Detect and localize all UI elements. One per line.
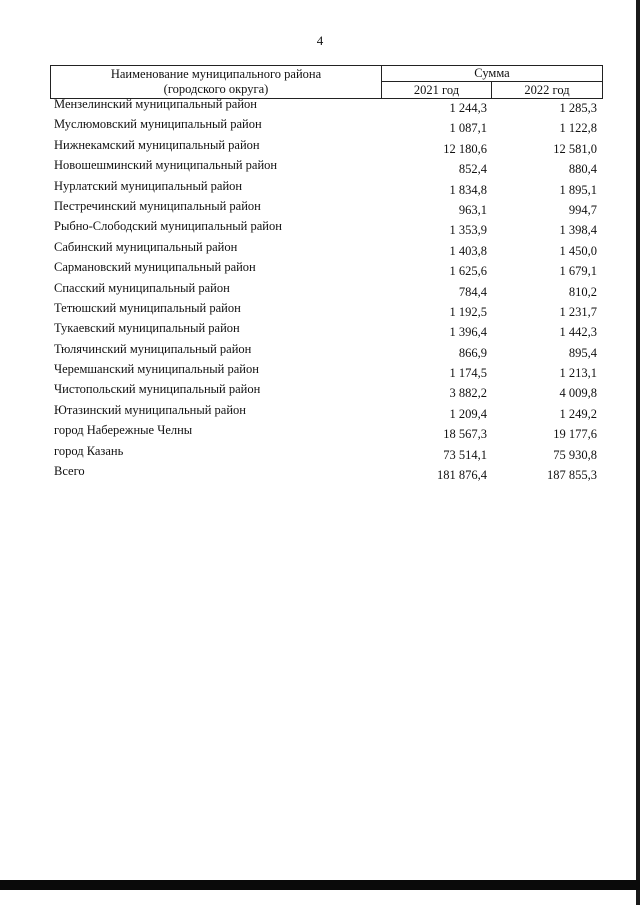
column-header-name-line2: (городского округа): [163, 82, 269, 96]
row-value-2022: 12 581,0: [553, 141, 597, 156]
table-row: [0, 199, 640, 219]
table-row: [0, 97, 640, 117]
row-name: Спасский муниципальный район: [54, 280, 230, 295]
row-name: Мензелинский муниципальный район: [54, 97, 257, 111]
row-name: Сармановский муниципальный район: [54, 260, 256, 275]
row-value-2022: 1 679,1: [559, 264, 597, 279]
row-value-2021: 73 514,1: [443, 447, 487, 462]
row-name: Ютазинский муниципальный район: [54, 402, 246, 417]
column-header-2021: 2021 год: [382, 82, 492, 98]
row-name: Муслюмовский муниципальный район: [54, 117, 262, 132]
row-name: Новошешминский муниципальный район: [54, 158, 278, 173]
row-value-2021: 18 567,3: [443, 427, 487, 442]
table-row: [0, 301, 640, 321]
table-row: [0, 444, 640, 464]
table-row: [0, 158, 640, 178]
row-value-2021: 852,4: [458, 162, 487, 177]
row-name: Тюлячинский муниципальный район: [54, 341, 252, 356]
table-row: [0, 281, 640, 301]
row-name: Тетюшский муниципальный район: [54, 300, 241, 315]
row-value-2022: 1 231,7: [559, 304, 597, 319]
row-name: город Набережные Челны: [54, 423, 193, 438]
row-value-2022: 1 213,1: [559, 366, 597, 381]
row-value-2021: 1 087,1: [449, 121, 487, 136]
row-value-2022: 187 855,3: [547, 468, 597, 483]
row-name: Всего: [54, 464, 85, 479]
row-value-2021: 963,1: [458, 202, 487, 217]
table-row: [0, 179, 640, 199]
column-header-2022: 2022 год: [524, 83, 570, 97]
table-row: [0, 342, 640, 362]
row-value-2022: 75 930,8: [553, 447, 597, 462]
table-row: [0, 321, 640, 341]
row-value-2022: 994,7: [568, 202, 597, 217]
row-name: Чистопольский муниципальный район: [54, 382, 261, 397]
row-name: Нижнекамский муниципальный район: [54, 137, 260, 152]
row-value-2021: 784,4: [458, 284, 487, 299]
table-body: [0, 97, 640, 484]
row-name: город Казань: [54, 443, 124, 458]
row-name: Пестречинский муниципальный район: [54, 198, 261, 213]
table-row: [0, 362, 640, 382]
column-header-name-line1: Наименование муниципального района: [110, 67, 322, 81]
row-value-2022: 810,2: [568, 284, 597, 299]
row-value-2021: 1 625,6: [449, 264, 487, 279]
row-value-2021: 1 244,3: [449, 101, 487, 115]
table-header: [50, 65, 603, 99]
row-value-2022: 880,4: [568, 162, 597, 177]
column-header-name: [51, 66, 382, 98]
row-value-2021: 1 353,9: [449, 223, 487, 238]
row-name: Нурлатский муниципальный район: [54, 178, 243, 193]
table-row: [0, 464, 640, 484]
row-value-2021: 181 876,4: [437, 468, 487, 483]
column-header-sum: Сумма: [382, 66, 602, 82]
table-row: [0, 423, 640, 443]
row-value-2021: 12 180,6: [443, 141, 487, 156]
row-value-2021: 866,9: [458, 345, 487, 360]
scan-edge: [636, 0, 640, 905]
row-value-2021: 1 834,8: [449, 182, 487, 197]
row-name: Рыбно-Слободский муниципальный район: [54, 219, 282, 234]
row-value-2021: 1 209,4: [449, 406, 487, 421]
row-value-2022: 1 442,3: [559, 325, 597, 340]
row-value-2022: 1 285,3: [559, 101, 597, 115]
row-value-2022: 19 177,6: [553, 427, 597, 442]
row-value-2022: 1 450,0: [559, 243, 597, 258]
table-row: [0, 403, 640, 423]
row-value-2022: 895,4: [568, 345, 597, 360]
row-value-2021: 1 396,4: [449, 325, 487, 340]
table-row: [0, 240, 640, 260]
table-row: [0, 138, 640, 158]
table-row: [0, 117, 640, 137]
page-number: 4: [316, 33, 324, 48]
row-value-2021: 1 403,8: [449, 243, 487, 258]
row-value-2022: 1 249,2: [559, 406, 597, 421]
row-value-2022: 1 122,8: [559, 121, 597, 136]
row-value-2022: 1 398,4: [559, 223, 597, 238]
table-row: [0, 219, 640, 239]
table-row: [0, 260, 640, 280]
row-value-2021: 3 882,2: [449, 386, 487, 401]
table-row: [0, 382, 640, 402]
row-name: Черемшанский муниципальный район: [54, 362, 259, 377]
row-name: Тукаевский муниципальный район: [54, 321, 240, 336]
row-value-2022: 4 009,8: [559, 386, 597, 401]
row-name: Сабинский муниципальный район: [54, 239, 238, 254]
row-value-2021: 1 192,5: [449, 304, 487, 319]
scan-bar: [0, 880, 640, 890]
row-value-2022: 1 895,1: [559, 182, 597, 197]
row-value-2021: 1 174,5: [449, 366, 487, 381]
